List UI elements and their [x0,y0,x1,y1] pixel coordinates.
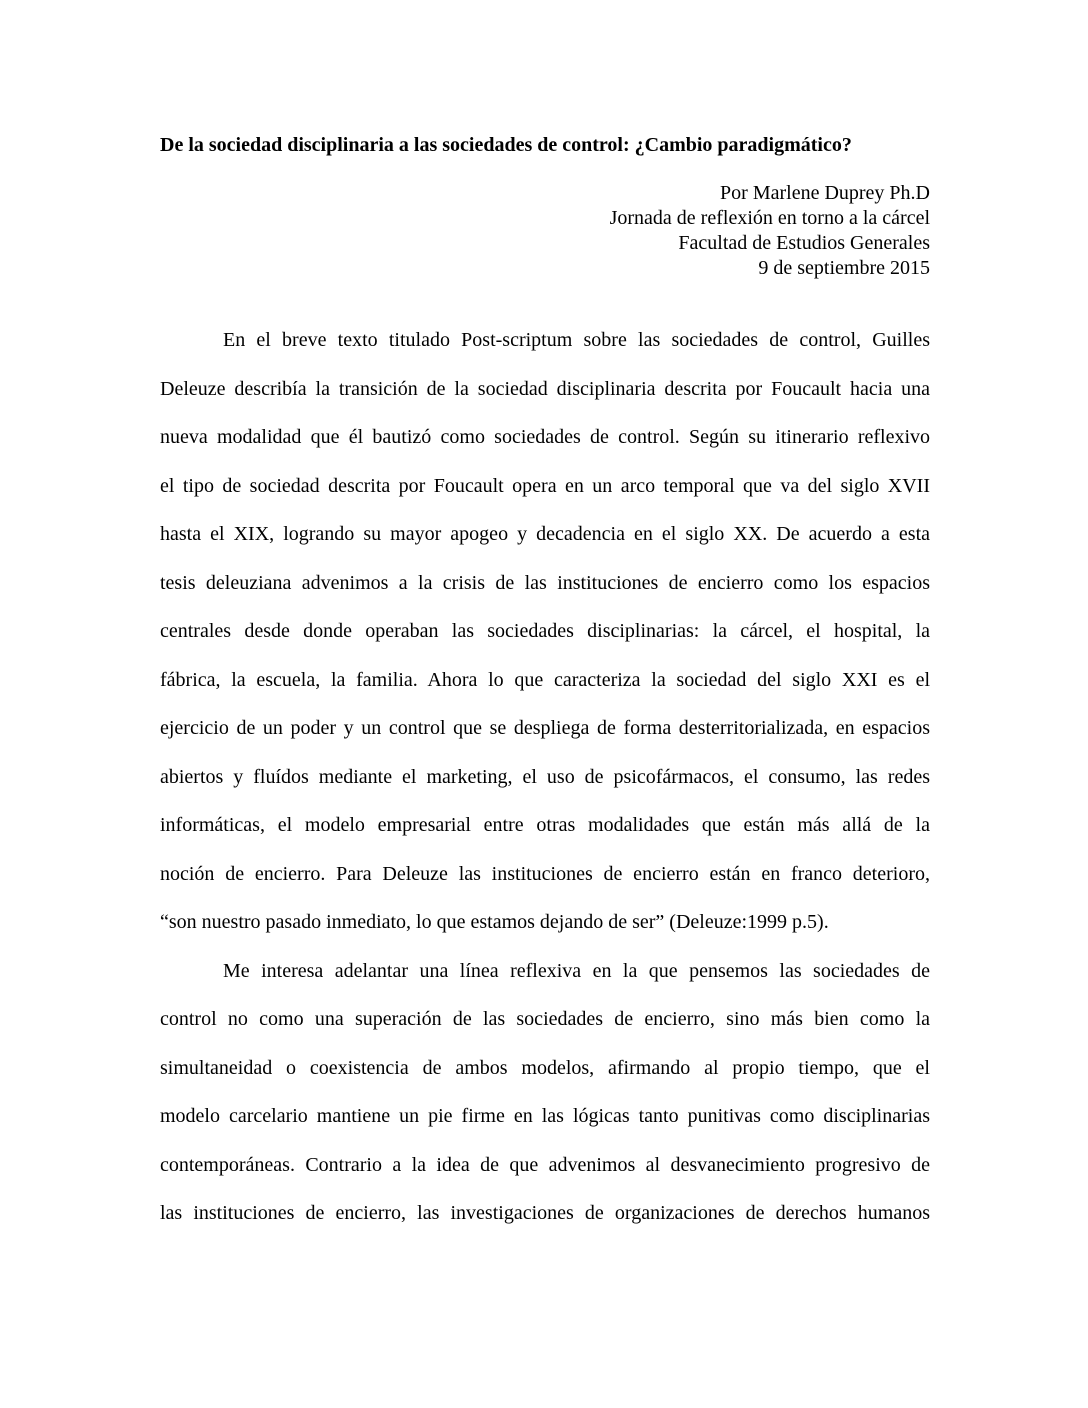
body-line: modelo carcelario mantiene un pie firme en las lógicas tanto punitivas como disciplinarias [160,1105,930,1127]
body-line: tesis deleuziana advenimos a la crisis de las instituciones de encierro como los espacios [160,571,930,594]
body-line: noción de encierro. Para Deleuze las instituciones de encierro están en franco deterioro, [160,862,930,885]
byline-event: Jornada de reflexión en torno a la cárcel [609,207,930,229]
document-body [160,316,930,1238]
body-line: nueva modalidad que él bautizó como sociedades de control. Según su itinerario reflexivo [160,426,930,448]
paragraph-1 [160,316,930,947]
body-line: En el breve texto titulado Post-scriptum sobre las sociedades de control, Guilles [223,329,930,351]
body-line: abiertos y fluídos mediante el marketing, el uso de psicofármacos, el consumo, las redes [160,765,930,788]
byline-block [160,181,930,281]
document-content [160,133,930,1238]
byline-author: Por Marlene Duprey Ph.D [720,182,930,204]
body-line: simultaneidad o coexistencia de ambos modelos, afirmando al propio tiempo, que el [160,1056,930,1079]
body-line: ejercicio de un poder y un control que se despliega de forma desterritorializada, en espacios [160,717,930,739]
body-line: las instituciones de encierro, las investigaciones de organizaciones de derechos humanos [160,1202,930,1224]
body-line: fábrica, la escuela, la familia. Ahora lo que caracteriza la sociedad del siglo XXI es el [160,668,930,691]
body-line: el tipo de sociedad descrita por Foucault opera en un arco temporal que va del siglo XVII [160,474,930,497]
body-line: control no como una superación de las sociedades de encierro, sino más bien como la [160,1008,930,1030]
paragraph-2 [160,947,930,1238]
body-line: contemporáneas. Contrario a la idea de que advenimos al desvanecimiento progresivo de [160,1153,930,1176]
document-title: De la sociedad disciplinaria a las sociedades de control: ¿Cambio paradigmático? [160,134,852,156]
body-line: Me interesa adelantar una línea reflexiva en la que pensemos las sociedades de [223,959,930,982]
body-line: Deleuze describía la transición de la sociedad disciplinaria descrita por Foucault hacia una [160,377,930,400]
byline-date: 9 de septiembre 2015 [758,257,930,279]
body-line: “son nuestro pasado inmediato, lo que estamos dejando de ser” (Deleuze:1999 p.5). [160,911,829,933]
body-line: informáticas, el modelo empresarial entre otras modalidades que están más allá de la [160,814,930,836]
byline-faculty: Facultad de Estudios Generales [678,232,930,254]
body-line: centrales desde donde operaban las sociedades disciplinarias: la cárcel, el hospital, la [160,620,930,642]
body-line: hasta el XIX, logrando su mayor apogeo y decadencia en el siglo XX. De acuerdo a esta [160,523,930,545]
